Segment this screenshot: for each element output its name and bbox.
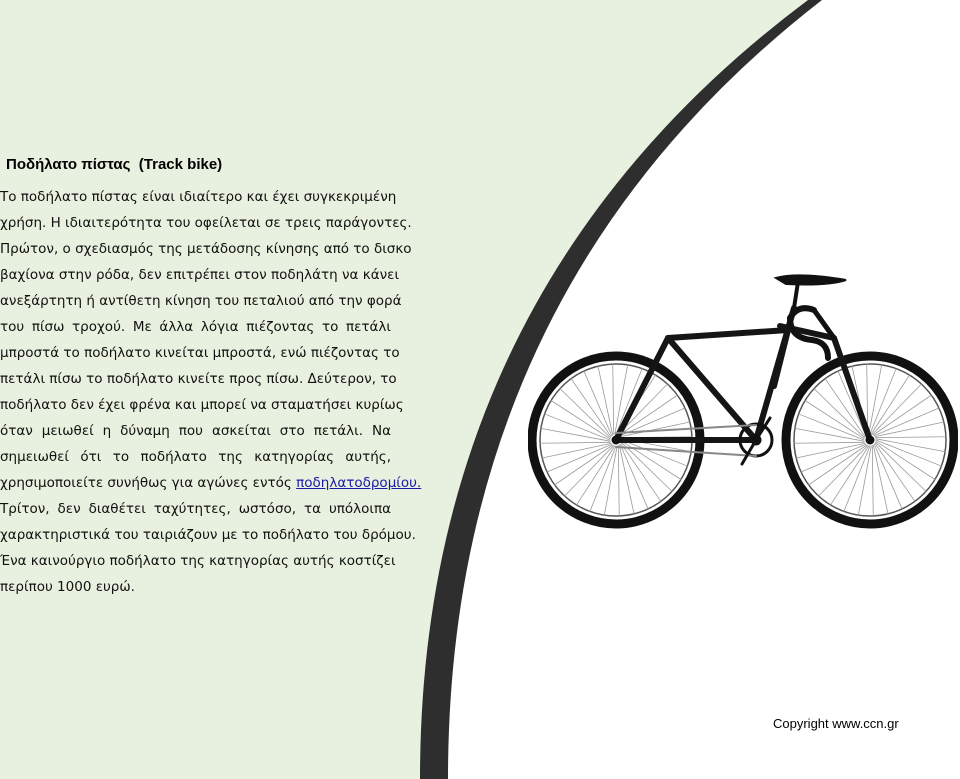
body-line-text: σημειωθεί ότι το ποδήλατο της κατηγορίας αυτής, bbox=[0, 449, 391, 465]
body-line-text: πετάλι πίσω το ποδήλατο κινείτε προς πίσω. Δεύτερον, το bbox=[0, 371, 397, 387]
track-bike-image bbox=[528, 268, 958, 533]
body-line bbox=[0, 288, 402, 314]
body-line-text: περίπου 1000 ευρώ. bbox=[0, 579, 135, 595]
body-line bbox=[0, 470, 422, 496]
body-line bbox=[0, 392, 404, 418]
body-line bbox=[0, 210, 412, 236]
page-title: Ποδήλατο πίστας (Track bike) bbox=[6, 156, 223, 173]
body-line bbox=[0, 236, 412, 262]
body-line bbox=[0, 366, 397, 392]
copyright-notice: Copyright www.ccn.gr bbox=[773, 716, 899, 731]
body-line-text: χρησιμοποιείτε συνήθως για αγώνες εντός bbox=[0, 475, 297, 491]
body-line-text: Τρίτον, δεν διαθέτει ταχύτητες, ωστόσο, τα υπόλοιπα bbox=[0, 501, 391, 517]
article-body bbox=[0, 184, 422, 600]
body-line bbox=[0, 314, 391, 340]
body-line-text: βαχίονα στην ρόδα, δεν επιτρέπει στον ποδηλάτη να κάνει bbox=[0, 267, 400, 283]
body-line-text: ανεξάρτητη ή αντίθετη κίνηση του πεταλιού από την φορά bbox=[0, 293, 402, 309]
velodrome-link[interactable]: ποδηλατοδρομίου. bbox=[296, 475, 422, 491]
body-line bbox=[0, 262, 400, 288]
body-line-text: ποδήλατο δεν έχει φρένα και μπορεί να σταματήσει κυρίως bbox=[0, 397, 404, 413]
body-line-text: Το ποδήλατο πίστας είναι ιδιαίτερο και έχει συγκεκριμένη bbox=[0, 189, 397, 205]
body-line-text: μπροστά το ποδήλατο κινείται μπροστά, ενώ πιέζοντας το bbox=[0, 345, 400, 361]
body-line bbox=[0, 496, 391, 522]
body-line-text: χρήση. Η ιδιαιτερότητα του οφείλεται σε τρεις παράγοντες. bbox=[0, 215, 412, 231]
body-line-text: όταν μειωθεί η δύναμη που ασκείται στο πετάλι. Να bbox=[0, 423, 391, 439]
body-line-text: Ένα καινούργιο ποδήλατο της κατηγορίας αυτής κοστίζει bbox=[0, 553, 396, 569]
body-line bbox=[0, 184, 397, 210]
body-line bbox=[0, 444, 391, 470]
body-line bbox=[0, 522, 416, 548]
body-line bbox=[0, 418, 391, 444]
body-line-text: χαρακτηριστικά του ταιριάζουν με το ποδήλατο του δρόμου. bbox=[0, 527, 416, 543]
body-line-text: Πρώτον, ο σχεδιασμός της μετάδοσης κίνησης από το δισκο bbox=[0, 241, 412, 257]
body-line-text: του πίσω τροχού. Με άλλα λόγια πιέζοντας το πετάλι bbox=[0, 319, 391, 335]
body-line bbox=[0, 340, 400, 366]
body-line bbox=[0, 548, 396, 574]
body-line bbox=[0, 574, 391, 600]
